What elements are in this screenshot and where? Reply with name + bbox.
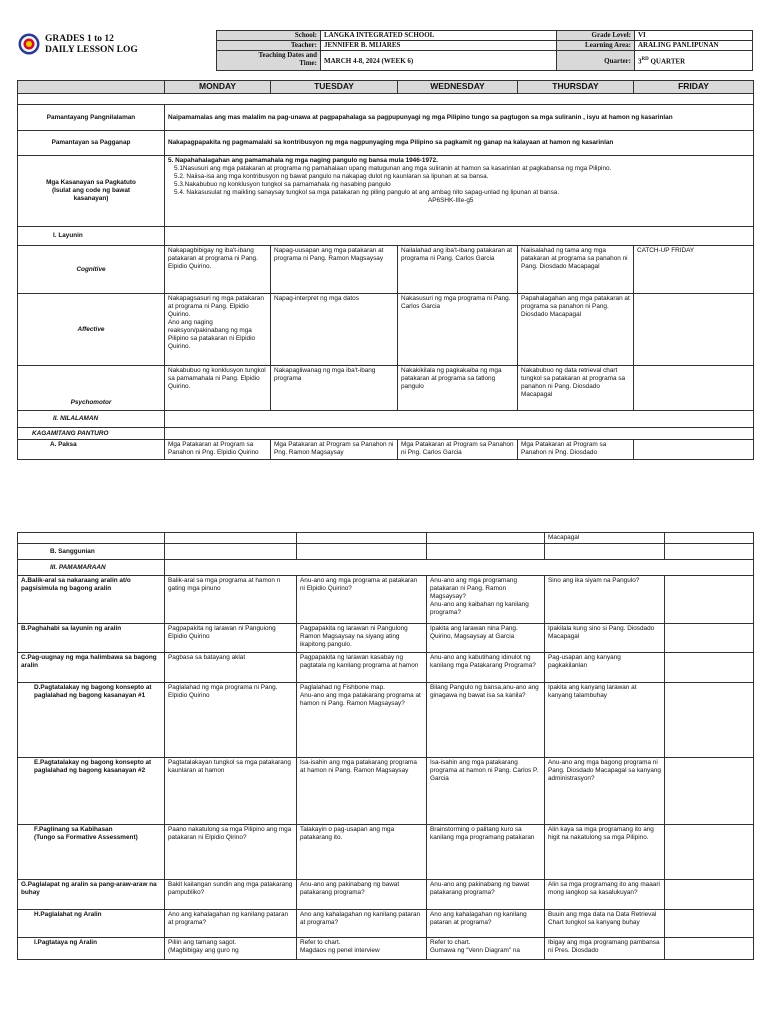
procedure-cell: Anu-ano ang mga bagong programa ni Pang. Diosdado Macapagal sa kanyang administrasyon?	[545, 758, 665, 825]
learning-area-value: ARALING PANLIPUNAN	[635, 41, 753, 51]
procedure-cell: Pagpapakita ng larawan ni Pangulong Ramon Magsaysay na siyang ating ikapitong pangulo.	[297, 624, 427, 653]
quarter-label: Quarter:	[557, 51, 635, 71]
procedure-cell: Isa-isahin ang mga patakarang programa at hamon ni Pang. Ramon Magsaysay	[297, 758, 427, 825]
procedure-cell: Bilang Pangulo ng bansa,anu-ano ang ginagawa ng bawat isa sa kanila?	[427, 683, 545, 758]
procedure-cell: Ano ang kahalagahan ng kanilang pataran at programa?	[165, 910, 297, 938]
procedure-cell: Paglalahad ng Fishbone map. Anu-ano ang mga patakarang programa at hamon ni Pang. Ramon Magsaysay?	[297, 683, 427, 758]
competency-item: 5.1Nasusuri ang mga patakaran at programa ng pamahalaan upang matugunan ang mga suliranin at hamon sa kasarinlan at pagkabansa ng mga Pilipino.	[174, 165, 612, 172]
day-monday: MONDAY	[165, 81, 271, 94]
day-wednesday: WEDNESDAY	[398, 81, 518, 94]
procedure-cell: Buuin ang mga data na Data Retrieval Chart tungkol sa kanyang buhay	[545, 910, 665, 938]
procedure-cell	[665, 938, 754, 960]
header-table	[216, 30, 753, 71]
day-friday: FRIDAY	[634, 81, 754, 94]
procedure-cell: Pag-usapan ang kanyang pagkakilanlan	[545, 653, 665, 683]
procedure-cell: Pagpapakita ng larawan ni Panguiong Elpidio Quirino	[165, 624, 297, 653]
procedure-cell: Pagtatalakayan tungkol sa mga patakarang kaunlaran at hamon	[165, 758, 297, 825]
affective-friday	[634, 294, 754, 366]
competency-item: 5.3.Nakabubuo ng konklusyon tungkol sa pamamahala ng nasabing pangulo	[174, 181, 391, 188]
resources-label: KAGAMITANG PANTURO	[18, 428, 165, 440]
procedure-cell	[665, 825, 754, 880]
procedure-cell	[665, 624, 754, 653]
procedure-label: I.Pagtataya ng Aralin	[18, 938, 165, 960]
procedure-cell: Piliin ang tamang sagot. (Magbibigay ang guro ng	[165, 938, 297, 960]
procedure-label: A.Balik-aral sa nakaraang aralin at/o pagsisimula ng bagong aralin	[18, 576, 165, 624]
procedure-cell: Sino ang ika siyam na Pangulo?	[545, 576, 665, 624]
school-value: LANGKA INTEGRATED SCHOOL	[321, 31, 557, 41]
content-label: II. NILALAMAN	[18, 411, 165, 428]
procedure-cell: Ipakilala kung sino si Pang. Diosdado Macapagal	[545, 624, 665, 653]
content-standard-text: Naipamamalas ang mas malalim na pag-unawa at pagpapahalaga sa pagpupunyagi ng mga Pilipino tungo sa pagtugon sa mga suliranin , isyu at hamon ng kasarinlan	[165, 105, 754, 131]
procedure-cell: Anu-ano ang mga programa at patakaran ni Elpidio Quirino?	[297, 576, 427, 624]
cognitive-label: Cognitive	[18, 246, 165, 294]
procedure-cell: Paglalahad ng mga programa ni Pang. Elpidio Quirino	[165, 683, 297, 758]
content-cell	[165, 411, 754, 428]
procedure-cell: Ano ang kahalagahan ng kanilang pataran at programa?	[297, 910, 427, 938]
form-title-line1: GRADES 1 to 12	[45, 34, 114, 44]
cognitive-tuesday: Napag-uusapan ang mga patakaran at programa ni Pang. Ramon Magsaysay	[271, 246, 398, 294]
competency-item: 5.2. Naiisa-isa ang mga kontribusyon ng bawat pangulo na nakapag dulot ng kaunlaran sa lipunan at sa bansa.	[174, 173, 489, 180]
topic-monday: Mga Patakaran at Program sa Panahon ni Png. Elpidio Quirino	[165, 440, 271, 460]
procedure-cell	[665, 653, 754, 683]
day-tuesday: TUESDAY	[271, 81, 398, 94]
topic-tuesday: Mga Patakaran at Program sa Panahon ni Png. Ramon Magsaysay	[271, 440, 398, 460]
grade-label: Grade Level:	[557, 31, 635, 41]
topic-thursday-continued: Macapagal	[545, 533, 665, 544]
procedure-label: H.Paglalahat ng Aralin	[18, 910, 165, 938]
cognitive-monday: Nakapagbibigay ng iba't-ibang patakaran at programa ni Pang. Elpidio Quirino.	[165, 246, 271, 294]
references-label: B. Sanggunian	[18, 544, 165, 560]
procedure-label: E.Pagtatalakay ng bagong konsepto at paglalahad ng bagong kasanayan #2	[18, 758, 165, 825]
procedure-cell: Ipakita ang kanyang larawan at kanyang talambuhay	[545, 683, 665, 758]
competency-code: AP6SHK-IIIe-g5	[428, 197, 474, 204]
procedure-cell: Alin sa mga programang ito ang maaari mong iangkop sa kasalukuyan?	[545, 880, 665, 910]
content-standard-label: Pamantayang Pangnilalaman	[18, 105, 165, 131]
procedure-cell: Anu-ano ang pakinabang ng bawat patakarang programa?	[427, 880, 545, 910]
psychomotor-friday	[634, 366, 754, 411]
affective-monday: Nakapagsasuri ng mga patakaran at programa ni Pang. Elpidio Quirino. Ano ang naging reaksyon/pakinabang ng mga Pilipino sa patakaran ni Elpidio Quirino.	[165, 294, 271, 366]
procedure-cell: Ibigay ang mga programang pambansa ni Pres. Diosdado	[545, 938, 665, 960]
psychomotor-monday: Nakabubuo ng konklusyon tungkol sa pamamahala ni Pang. Elpidio Quirino.	[165, 366, 271, 411]
teacher-label: Teacher:	[217, 41, 321, 51]
grade-value: VI	[635, 31, 753, 41]
resources-cell	[165, 428, 754, 440]
procedure-cell	[665, 880, 754, 910]
procedure-cell: Anu-ano ang pakinabang ng bawat patakarang programa?	[297, 880, 427, 910]
affective-tuesday: Napag-interpret ng mga datos	[271, 294, 398, 366]
procedure-cell: Anu-ano ang kabutihang idinulot ng kanilang mga Patakarang Programa?	[427, 653, 545, 683]
psychomotor-tuesday: Nakapagliwanag ng mga iba't-ibang programa	[271, 366, 398, 411]
corner-cell	[18, 81, 165, 94]
procedure-cell: Balik-aral sa mga programa at hamon n gating mga pinuno	[165, 576, 297, 624]
topic-thursday: Mga Patakaran at Program sa Panahon ni Png. Diosdado	[518, 440, 634, 460]
procedure-label: C.Pag-uugnay ng mga halimbawa sa bagong aralin	[18, 653, 165, 683]
procedure-cell: Brainstorming o palitang kuro sa kanilang mga programang patakaran	[427, 825, 545, 880]
dates-value: MARCH 4-8, 2024 (WEEK 6)	[321, 51, 557, 71]
continued-blank	[18, 533, 165, 544]
procedure-cell	[665, 758, 754, 825]
procedure-cell: Refer to chart. Magdaos ng penel interview	[297, 938, 427, 960]
dates-label: Teaching Dates and Time:	[217, 51, 321, 71]
procedure-cell: Isa-isahin ang mga patakarang programa at hamon ni Pang. Carlos P. Garcia	[427, 758, 545, 825]
deped-seal-icon	[18, 33, 40, 55]
lesson-log-page2	[17, 532, 754, 960]
cognitive-wednesday: Nailalahad ang iba't-ibang patakaran at programa ni Pang. Carlos Garcia	[398, 246, 518, 294]
cognitive-friday: CATCH-UP FRIDAY	[634, 246, 754, 294]
procedure-cell	[665, 683, 754, 758]
topic-label: A. Paksa	[18, 440, 165, 460]
procedure-cell: Paano nakatulong sa mga Pilipino ang mga patakaran ni Elpidio Qirino?	[165, 825, 297, 880]
procedure-cell	[665, 576, 754, 624]
affective-thursday: Papahalagahan ang mga patakaran at programa sa panahon ni Pang. Diosdado Macapagal	[518, 294, 634, 366]
procedure-cell	[665, 910, 754, 938]
procedure-cell: Refer to chart. Gumawa ng “Venn Diagram” na	[427, 938, 545, 960]
procedure-cell: Bakit kailangan sundin ang mga patakarang pampubliko?	[165, 880, 297, 910]
school-label: School:	[217, 31, 321, 41]
procedure-label: F.Paglinang sa Kabihasan (Tungo sa Formative Assessment)	[18, 825, 165, 880]
spacer-row	[18, 94, 754, 105]
procedures-label: III. PAMAMARAAN	[18, 560, 165, 576]
topic-friday	[634, 440, 754, 460]
psychomotor-wednesday: Nakakikilala ng pagkakaiba ng mga patakaran at programa sa tatlong pangulo	[398, 366, 518, 411]
competency-item: 5.4. Nakasusulat ng maikling sanaysay tungkol sa mga patakaran ng piling pangulo at ang ambag nito sapag-unlad ng lipunan at bansa.	[174, 189, 560, 196]
procedure-cell: Anu-ano ang mga programang patakaran ni Pang. Ramon Magsaysay? Anu-ano ang kaibahan ng kanilang programa?	[427, 576, 545, 624]
day-thursday: THURSDAY	[518, 81, 634, 94]
lesson-log-page1	[17, 80, 754, 460]
procedure-cell: Ano ang kahalagahan ng kanilang pataran at programa?	[427, 910, 545, 938]
objectives-cell	[165, 227, 754, 246]
psychomotor-label: Psychomotor	[18, 366, 165, 411]
affective-wednesday: Nakasusuri ng mga programa ni Pang. Carlos Garcia	[398, 294, 518, 366]
cognitive-thursday: Naiisalahad ng tama ang mga patakaran at programa sa panahon ni Pang. Diosdado Macapagal	[518, 246, 634, 294]
performance-standard-label: Pamantayan sa Pagganap	[18, 131, 165, 156]
affective-label: Affective	[18, 294, 165, 366]
form-title-line2: DAILY LESSON LOG	[45, 45, 138, 55]
procedure-label: D.Pagtatalakay ng bagong konsepto at paglalahad ng bagong kasanayan #1	[18, 683, 165, 758]
objectives-label: I. Layunin	[18, 227, 165, 246]
procedure-label: G.Paglalapat ng aralin sa pang-araw-araw na buhay	[18, 880, 165, 910]
teacher-value: JENNIFER B. MIJARES	[321, 41, 557, 51]
procedure-cell: Ipakita ang larawan nina Pang. Quirino, Magsaysay at Garcia	[427, 624, 545, 653]
quarter-value: 3RD QUARTER	[635, 51, 753, 71]
learning-area-label: Learning Area:	[557, 41, 635, 51]
competency-text	[165, 156, 754, 227]
procedure-cell: Pagpapakita ng larawan kasabay ng pagtatala ng kanilang programa at hamon	[297, 653, 427, 683]
competency-title: 5. Napahahalagahan ang pamamahala ng mga naging pangulo ng bansa mula 1946-1972.	[168, 157, 438, 164]
procedure-cell: Talakayin o pag-usapan ang mga patakarang ito.	[297, 825, 427, 880]
procedure-label: B.Paghahabi sa layunin ng aralin	[18, 624, 165, 653]
performance-standard-text: Nakapagpapakita ng pagmamalaki sa kontribusyon ng mga nagpunyaging mga Pilipino sa pagkamit ng ganap na kalayaan at hamon ng kasarinlan	[165, 131, 754, 156]
competency-label: Mga Kasanayan sa Pagkatuto (Isulat ang code ng bawat kasanayan)	[18, 156, 165, 227]
psychomotor-thursday: Nakabubuo ng data retrieval chart tungkol sa patakaran at programa sa panahon ni Pang. Diosdado Macapagal	[518, 366, 634, 411]
procedure-cell: Pagbasa sa batayang aklat	[165, 653, 297, 683]
topic-wednesday: Mga Patakaran at Program sa Panahon ni Png. Carlos Garcia	[398, 440, 518, 460]
procedure-cell: Alin kaya sa mga programang ito ang higit na nakatulong sa mga Pilipino.	[545, 825, 665, 880]
